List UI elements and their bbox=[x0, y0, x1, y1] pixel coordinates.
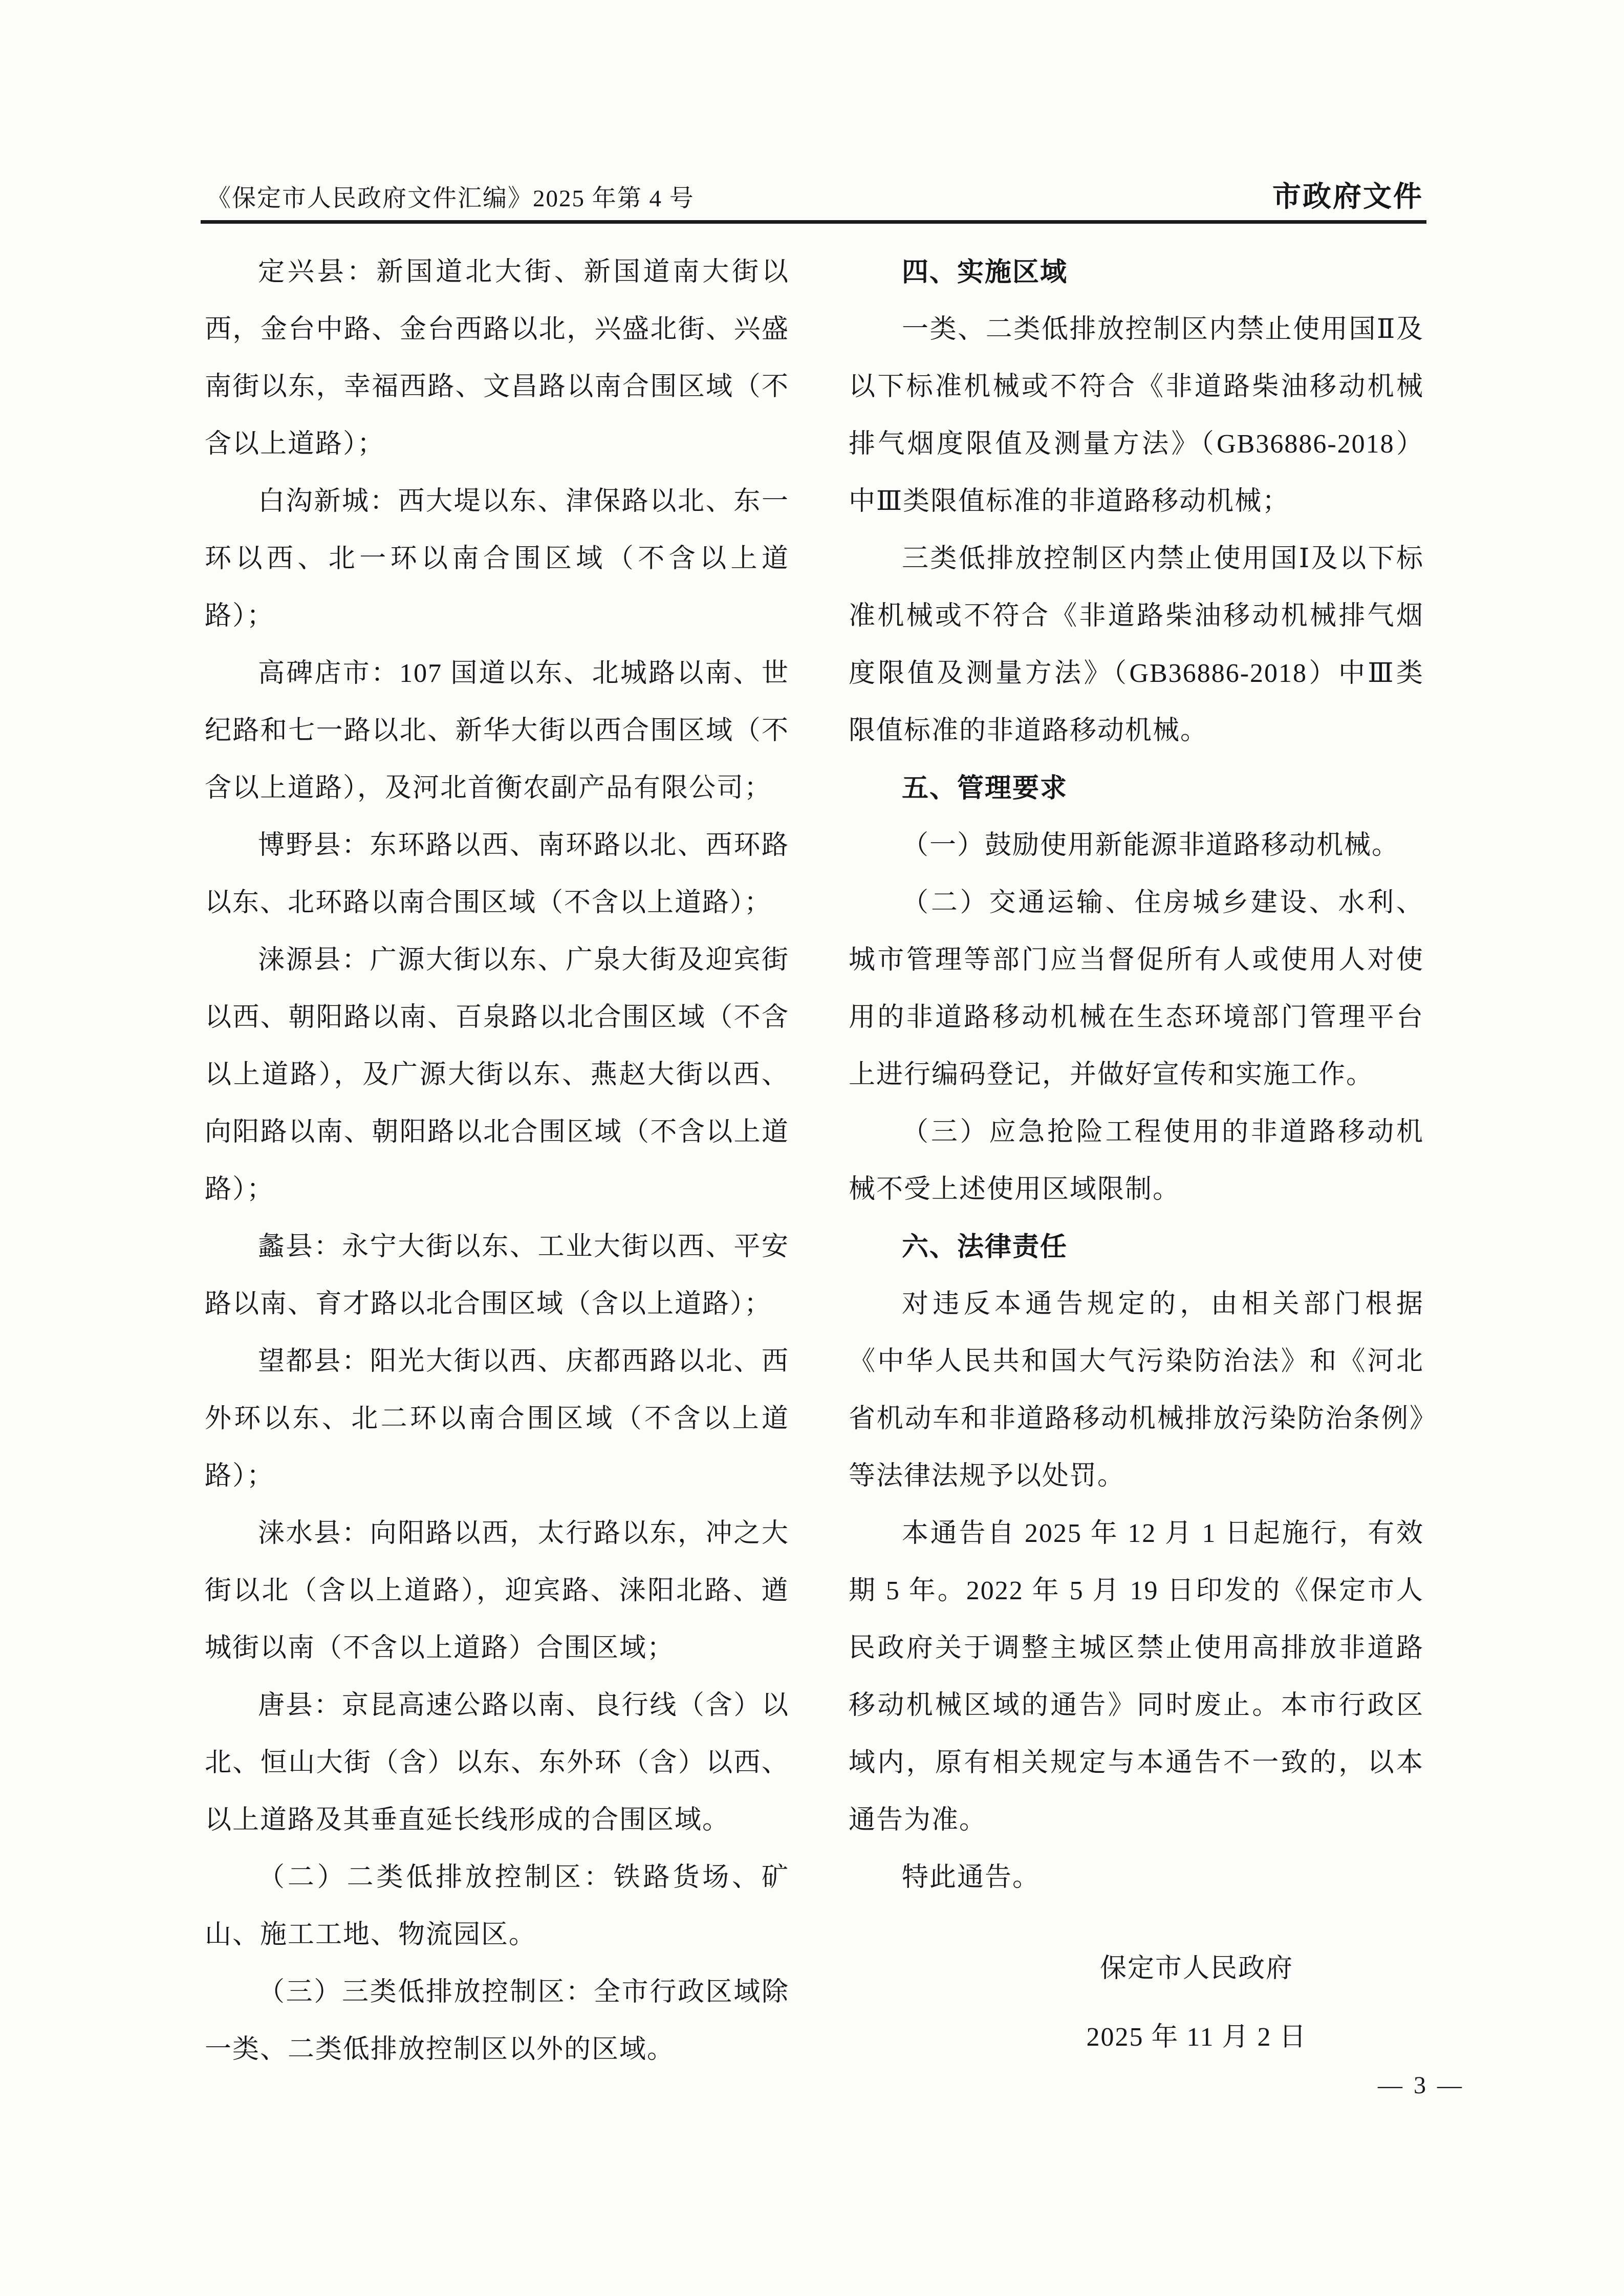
body-paragraph-tangxian: 唐县：京昆高速公路以南、良行线（含）以北、恒山大街（含）以东、东外环（含）以西、以上道路及其垂直延长线形成的合围区域。 bbox=[205, 1691, 789, 1835]
section-heading-6: 六、法律责任 bbox=[902, 1232, 1068, 1262]
header-category-label: 市政府文件 bbox=[1272, 180, 1423, 212]
body-paragraph-wangdu: 望都县：阳光大街以西、庆都西路以北、西外环以东、北二环以南合围区域（不含以上道路）； bbox=[205, 1347, 789, 1491]
body-paragraph-dingxing: 定兴县：新国道北大街、新国道南大街以西，金台中路、金台西路以北，兴盛北街、兴盛南街以东，幸福西路、文昌路以南合围区域（不含以上道路）； bbox=[205, 258, 789, 459]
header-compilation-title: 《保定市人民政府文件汇编》2025 年第 4 号 bbox=[207, 185, 695, 212]
body-paragraph-laishui: 涞水县：向阳路以西，太行路以东，冲之大街以北（含以上道路），迎宾路、涞阳北路、遒城街以南（不含以上道路）合围区域； bbox=[205, 1519, 789, 1663]
body-paragraph-effective: 本通告自 2025 年 12 月 1 日起施行，有效期 5 年。2022 年 5 月 19 日印发的《保定市人民政府关于调整主城区禁止使用高排放非道路移动机械区域的通告》同时废止。本市行政区域内，原有相关规定与本通告不一致的，以本通告为准。 bbox=[849, 1519, 1424, 1835]
body-paragraph-mgmt-1: （一）鼓励使用新能源非道路移动机械。 bbox=[902, 831, 1400, 860]
issuer-name: 保定市人民政府 bbox=[1099, 1954, 1293, 1983]
body-paragraph-closing: 特此通告。 bbox=[902, 1863, 1041, 1892]
body-paragraph-gaobeidian: 高碑店市：107 国道以东、北城路以南、世纪路和七一路以北、新华大街以西合围区域（不含以上道路），及河北首衡农副产品有限公司； bbox=[205, 659, 789, 803]
body-paragraph-baigou: 白沟新城：西大堤以东、津保路以北、东一环以西、北一环以南合围区域（不含以上道路）； bbox=[205, 487, 789, 631]
body-paragraph-boye: 博野县：东环路以西、南环路以北、西环路以东、北环路以南合围区域（不含以上道路）； bbox=[205, 831, 789, 917]
body-paragraph-zone3-ban: 三类低排放控制区内禁止使用国Ⅰ及以下标准机械或不符合《非道路柴油移动机械排气烟度限值及测量方法》（GB36886-2018）中Ⅲ类限值标准的非道路移动机械。 bbox=[849, 544, 1424, 745]
signature-block bbox=[909, 1935, 1484, 2072]
body-paragraph-laiyuan: 涞源县：广源大街以东、广泉大街及迎宾街以西、朝阳路以南、百泉路以北合围区域（不含以上道路），及广源大街以东、燕赵大街以西、向阳路以南、朝阳路以北合围区域（不含以上道路）； bbox=[205, 946, 789, 1204]
header-rule bbox=[201, 220, 1426, 224]
left-column bbox=[205, 244, 789, 2078]
issue-date: 2025 年 11 月 2 日 bbox=[1086, 2023, 1307, 2052]
body-paragraph-zone12-ban: 一类、二类低排放控制区内禁止使用国Ⅱ及以下标准机械或不符合《非道路柴油移动机械排气烟度限值及测量方法》（GB36886-2018）中Ⅲ类限值标准的非道路移动机械； bbox=[849, 315, 1424, 516]
body-paragraph-zone2: （二）二类低排放控制区：铁路货场、矿山、施工工地、物流园区。 bbox=[205, 1863, 789, 1949]
body-paragraph-zone3: （三）三类低排放控制区：全市行政区域除一类、二类低排放控制区以外的区域。 bbox=[205, 1978, 789, 2064]
section-heading-5: 五、管理要求 bbox=[902, 774, 1068, 803]
body-paragraph-lixian: 蠡县：永宁大街以东、工业大街以西、平安路以南、育才路以北合围区域（含以上道路）； bbox=[205, 1232, 789, 1319]
body-paragraph-legal: 对违反本通告规定的，由相关部门根据《中华人民共和国大气污染防治法》和《河北省机动车和非道路移动机械排放污染防治条例》等法律法规予以处罚。 bbox=[849, 1290, 1424, 1491]
section-heading-4: 四、实施区域 bbox=[902, 258, 1068, 287]
right-column bbox=[849, 244, 1424, 2072]
body-paragraph-mgmt-2: （二）交通运输、住房城乡建设、水利、城市管理等部门应当督促所有人或使用人对使用的非道路移动机械在生态环境部门管理平台上进行编码登记，并做好宣传和实施工作。 bbox=[849, 888, 1424, 1089]
body-paragraph-mgmt-3: （三）应急抢险工程使用的非道路移动机械不受上述使用区域限制。 bbox=[849, 1118, 1424, 1204]
page-number: — 3 — bbox=[1378, 2072, 1464, 2099]
